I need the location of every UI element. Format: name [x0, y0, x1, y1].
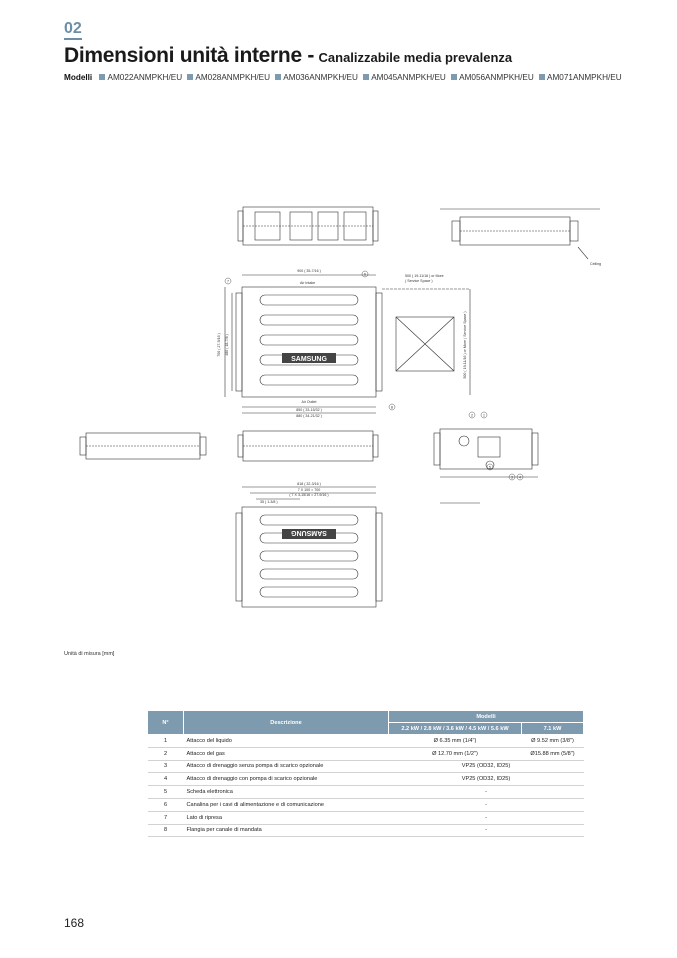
dim-label: 880 ( 34-21/32 ): [296, 414, 322, 418]
bullet-square-icon: [451, 74, 457, 80]
row-value: -: [389, 786, 584, 799]
page-title-sub: Canalizzabile media prevalenza: [318, 50, 513, 65]
bullet-square-icon: [539, 74, 545, 80]
spec-table: [147, 710, 584, 837]
header-models-group2: 7.1 kW: [522, 723, 584, 735]
header-description: Descrizione: [184, 711, 389, 735]
bullet-square-icon: [363, 74, 369, 80]
dim-label: 900 ( 35-7/16 ): [297, 269, 321, 273]
page-title: [64, 44, 512, 68]
table-row: [148, 824, 584, 837]
table-row: [148, 735, 584, 748]
model-code: AM036ANMPKH/EU: [283, 73, 358, 82]
row-description: Scheda elettronica: [184, 786, 389, 799]
dim-label: ( 7 X 3-15/16 = 27-9/16 ): [289, 493, 329, 497]
bullet-square-icon: [275, 74, 281, 80]
table-row: [148, 760, 584, 773]
row-description: Attacco di drenaggio con pompa di scarico opzionale: [184, 773, 389, 786]
model-code: AM056ANMPKH/EU: [459, 73, 534, 82]
row-value: Ø 12.70 mm (1/2"): [389, 747, 522, 760]
page-title-main: Dimensioni unità interne -: [64, 44, 315, 67]
bullet-square-icon: [99, 74, 105, 80]
table-row: [148, 747, 584, 760]
dim-label: 480 ( 18-7/8 ): [225, 334, 229, 356]
row-description: Flangia per canale di mandata: [184, 824, 389, 837]
row-number: 6: [148, 798, 184, 811]
model-code: AM045ANMPKH/EU: [371, 73, 446, 82]
row-value: -: [389, 824, 584, 837]
section-underline: [64, 38, 82, 40]
row-value: Ø 9.52 mm (3/8"): [522, 735, 584, 748]
table-row: [148, 786, 584, 799]
dim-label: ( Service Space ): [405, 279, 433, 283]
row-value: -: [389, 811, 584, 824]
callout-number: 8: [391, 405, 393, 410]
dim-label: 500 ( 19-11/16 ) or More: [405, 274, 444, 278]
models-label: Modelli: [64, 73, 93, 82]
row-number: 3: [148, 760, 184, 773]
section-number: 02: [64, 20, 82, 37]
dim-label: 818 ( 32-3/16 ): [297, 482, 321, 486]
units-note: Unità di misura [mm]: [64, 651, 115, 657]
callout-number: 3: [511, 475, 513, 480]
brand-mark-bottom: SAMSUNG: [291, 529, 327, 536]
model-code: AM028ANMPKH/EU: [195, 73, 271, 82]
callout-number: 5: [489, 465, 491, 470]
row-number: 2: [148, 747, 184, 760]
row-description: Canalina per i cavi di alimentazione e di comunicazione: [184, 798, 389, 811]
model-code: AM071ANMPKH/EU: [547, 73, 622, 82]
row-value: VP25 (OD32, ID25): [389, 760, 584, 773]
header-num: N°: [148, 711, 184, 735]
models-list: [64, 73, 622, 82]
row-value: -: [389, 798, 584, 811]
row-value: Ø15.88 mm (5/8"): [522, 747, 584, 760]
table-row: [148, 773, 584, 786]
row-description: Attacco del liquido: [184, 735, 389, 748]
dim-label: Air Outlet: [301, 400, 317, 404]
row-description: Attacco di drenaggio senza pompa di scarico opzionale: [184, 760, 389, 773]
header-models-group1: 2.2 kW / 2.8 kW / 3.6 kW / 4.5 kW / 5.6 kW: [389, 723, 522, 735]
callout-number: 6: [364, 272, 366, 277]
row-number: 5: [148, 786, 184, 799]
callout-number: 2: [471, 413, 473, 418]
callout-number: 4: [519, 475, 521, 480]
dim-label: 7 X 100 = 700: [297, 488, 321, 492]
dim-label: 700 ( 27-9/16 ): [217, 333, 221, 357]
row-description: Lato di ripresa: [184, 811, 389, 824]
brand-mark-top: SAMSUNG: [291, 356, 327, 363]
row-description: Attacco del gas: [184, 747, 389, 760]
row-number: 1: [148, 735, 184, 748]
dim-label: 35 ( 1-3/8 ): [260, 500, 278, 504]
row-value: VP25 (OD32, ID25): [389, 773, 584, 786]
dimension-drawing: [60, 185, 620, 625]
page-number: 168: [64, 916, 85, 930]
bullet-square-icon: [187, 74, 193, 80]
table-row: [148, 798, 584, 811]
dim-label: 850 ( 33-15/32 ): [296, 408, 322, 412]
ceiling-label: Ceiling: [590, 262, 601, 266]
row-number: 7: [148, 811, 184, 824]
header-models: Modelli: [389, 711, 584, 723]
row-number: 8: [148, 824, 184, 837]
dim-label: 500 ( 19-11/16 ) or More ( Service Space ): [463, 311, 467, 379]
row-value: Ø 6.35 mm (1/4"): [389, 735, 522, 748]
row-number: 4: [148, 773, 184, 786]
callout-number: 1: [483, 413, 485, 418]
callout-number: 7: [227, 279, 229, 284]
model-code: AM022ANMPKH/EU: [107, 73, 183, 82]
dim-label: Air Intake: [300, 281, 316, 285]
table-row: [148, 811, 584, 824]
